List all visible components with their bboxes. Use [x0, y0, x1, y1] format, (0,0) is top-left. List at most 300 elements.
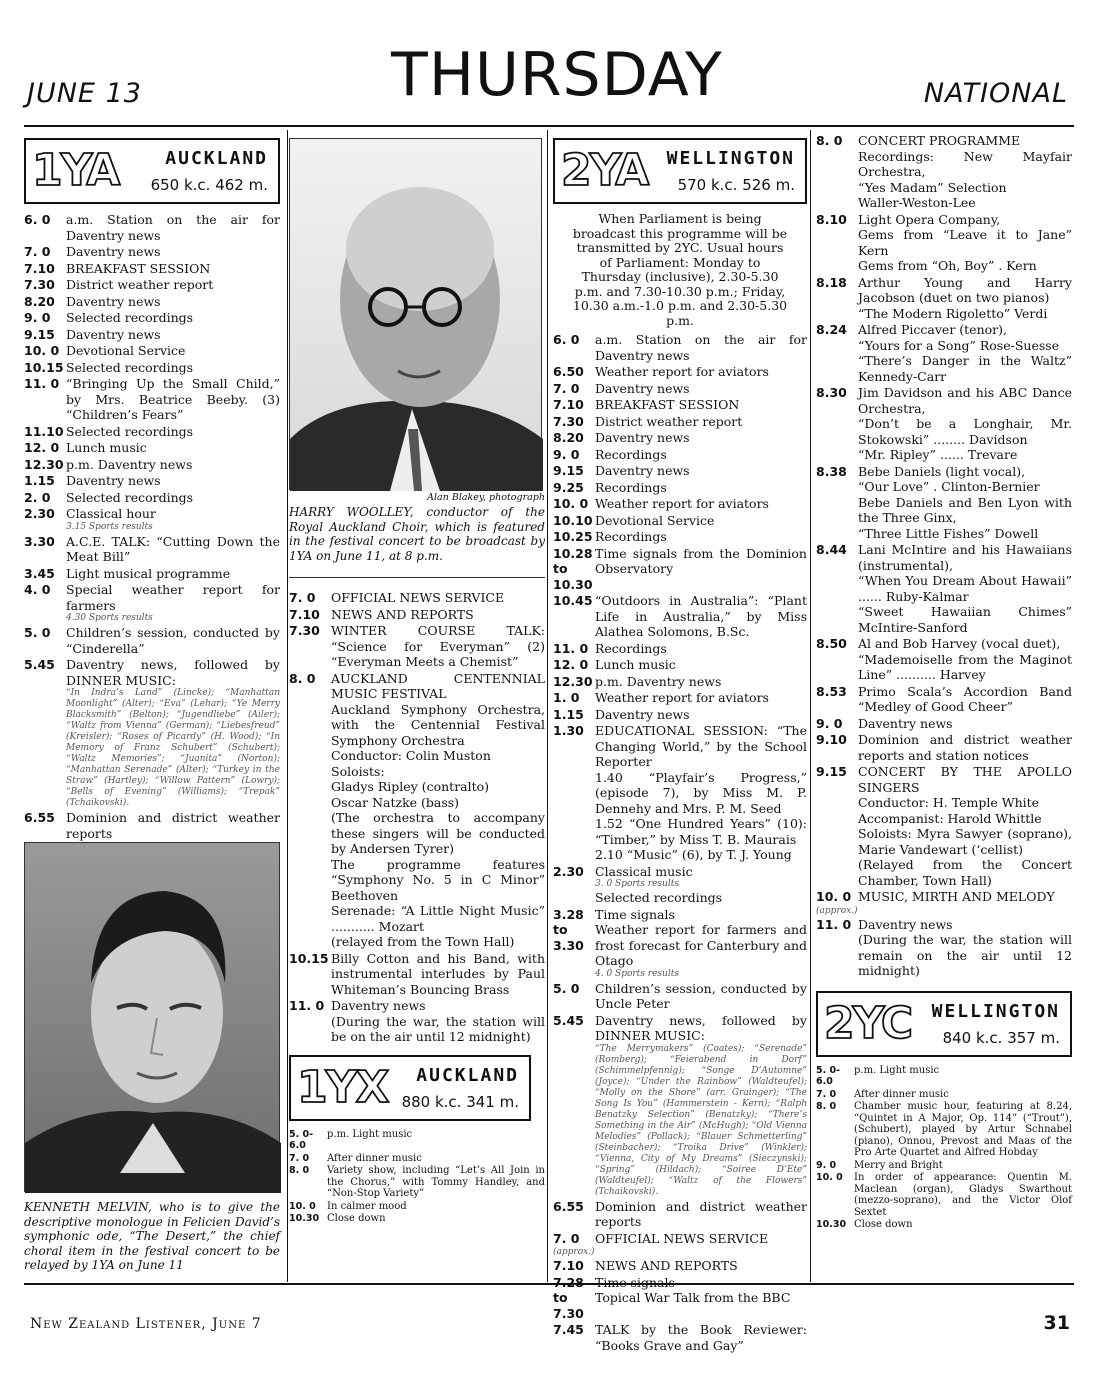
- programme-detail: Serenade: “A Little Night Music” ........... Mozart: [331, 903, 545, 934]
- programme-entry: [553, 496, 807, 512]
- programme-title: Recordings: [595, 640, 667, 656]
- programme-entry: [24, 424, 280, 440]
- programme-description: [66, 360, 280, 376]
- station-frequency: 570 k.c. 526 m.: [677, 176, 795, 194]
- kenneth-melvin-photo: [24, 842, 280, 1192]
- programme-time: 7.30: [289, 623, 320, 638]
- programme-description: [66, 506, 280, 533]
- programme-title: Time signals: [595, 906, 675, 922]
- programme-title: Children’s session, conducted by “Cinderella”: [66, 625, 280, 656]
- programme-entry: [816, 684, 1072, 715]
- programme-description: [595, 529, 807, 545]
- programme-detail: Gems from “Oh, Boy” . Kern: [858, 258, 1037, 273]
- programme-entry: [289, 1201, 545, 1213]
- programme-detail: The programme features “Symphony No. 5 in C Minor” Beethoven: [331, 856, 545, 903]
- programme-subnote: 3.15 Sports results: [66, 521, 153, 532]
- programme-detail: (During the war, the station will remain on the air until 12 midnight): [858, 932, 1072, 978]
- programme-detail: Conductor: Colin Muston: [331, 748, 491, 763]
- programme-title: Lunch music: [66, 440, 147, 455]
- programme-description: [66, 625, 280, 656]
- programme-detail: “Mademoiselle from the Maginot Line” .......... Harvey: [858, 651, 1072, 682]
- programme-entry: [553, 463, 807, 479]
- programme-detail: 1.52 “One Hundred Years” (10): “Timber,” by Miss T. B. Maurais: [595, 816, 807, 847]
- programme-detail: Recordings: New Mayfair Orchestra,: [858, 148, 1072, 179]
- programme-time: 12.30: [553, 673, 593, 689]
- programme-title: Devotional Service: [595, 512, 715, 528]
- programme-description: [595, 480, 807, 496]
- station-city: AUCKLAND: [416, 1064, 519, 1086]
- programme-time: 8.10: [816, 211, 847, 227]
- programme-description: [66, 244, 280, 260]
- programme-title: A.C.E. TALK: “Cutting Down the Meat Bill”: [66, 533, 280, 564]
- programme-entry: [816, 322, 1072, 384]
- programme-description: [595, 430, 807, 446]
- programme-time: 7. 0: [553, 380, 580, 396]
- programme-entry: [553, 657, 807, 673]
- programme-description: [854, 1160, 1072, 1172]
- programme-time: 7.45: [553, 1322, 584, 1337]
- programme-detail: Oscar Natzke (bass): [331, 794, 460, 810]
- programme-title: Daventry news: [331, 998, 426, 1013]
- programme-title: p.m. Daventry news: [595, 673, 722, 689]
- station-city: AUCKLAND: [165, 148, 268, 169]
- programme-entry: [289, 1129, 545, 1152]
- column-2ya: [553, 138, 807, 1353]
- programme-title: Daventry news: [66, 473, 161, 488]
- programme-description: [595, 1231, 807, 1247]
- programme-title: Dominion and district weather reports: [66, 810, 280, 841]
- programme-time: 9. 0: [553, 446, 580, 462]
- station-frequency: 650 k.c. 462 m.: [150, 176, 268, 194]
- footer-rule: [24, 1283, 1074, 1285]
- programme-description: [595, 593, 807, 640]
- programme-entry: [816, 133, 1072, 211]
- programme-time: 7. 0: [816, 1088, 837, 1100]
- programme-title: NEWS AND REPORTS: [331, 606, 474, 622]
- programme-title: MUSIC, MIRTH AND MELODY: [858, 889, 1055, 904]
- programme-description: [858, 764, 1072, 888]
- programme-time: 6.50: [553, 364, 584, 379]
- programme-description: [327, 1165, 545, 1200]
- programme-title: Al and Bob Harvey (vocal duet),: [858, 636, 1061, 651]
- programme-title: CONCERT BY THE APOLLO SINGERS: [858, 764, 1072, 795]
- programme-time: 10.30: [816, 1219, 847, 1230]
- programme-time: 8.18: [816, 274, 847, 290]
- programme-title: District weather report: [595, 413, 743, 429]
- programme-title: Selected recordings: [66, 359, 194, 375]
- day-title: THURSDAY: [391, 40, 723, 110]
- programme-description: [595, 690, 807, 706]
- programme-title: Selected recordings: [66, 489, 194, 505]
- programme-title: Classical music: [595, 863, 693, 879]
- programme-description: [327, 1129, 545, 1152]
- programme-detail: “Three Little Fishes” Dowell: [858, 525, 1039, 541]
- programme-detail: “Yours for a Song” Rose-Suesse: [858, 337, 1060, 353]
- programme-time: 5.45: [24, 657, 55, 672]
- programme-time: 9. 0: [816, 1159, 837, 1171]
- programme-entry: [24, 534, 280, 565]
- programme-entry: [553, 447, 807, 463]
- programme-title: Daventry news, followed by DINNER MUSIC:: [66, 657, 280, 688]
- programme-detail: Conductor: H. Temple White: [858, 795, 1040, 810]
- parliament-note: When Parliament is being broadcast this programme will be transmitted by 2YC. Usual hours of Parliament: Monday to Thursday (inclusive), 2.30-5.30 p.m. and 7.30-10.30 p.m.; Friday, 10.30 a.m.-1.0 p.m. and 2.30-5.30 p.m.: [572, 211, 788, 328]
- programme-description: [595, 513, 807, 529]
- programme-entry: [24, 294, 280, 310]
- programme-description: [66, 327, 280, 343]
- programme-description: [66, 376, 280, 423]
- programme-subnote: “The Merrymakers” (Coates); “Serenade” (Romberg); “Feierabend in Dorf” (Schimmelpfennig); “Songe D’Automne” (Joyce); “Under the Rainbow” (Waldteufel); “Molly on the Shore” (arr. Grainger); “The Song Is You” (Hammerstein - Kern); “Ralph Benatzky Selection” (Benatzky); “There’s Something in the Air” (McHugh); “Old Vienna Melodies” (Pollack); “Blauer Schmetterling” (Steinbacher); “Troika Drive” (Winkler); “Vienna, City of My Dreams” (Sieczynski); “Spring” (Hildach); “Soiree D’Ete” (Waldteufel); “Waltz of the Flowers” (Tchaikovski).: [595, 1043, 807, 1197]
- photo-credit: Alan Blakey, photograph: [427, 492, 545, 503]
- programme-description: [858, 133, 1072, 211]
- programme-title: Lani McIntire and his Hawaiians (instrumental),: [858, 542, 1072, 573]
- programme-title: OFFICIAL NEWS SERVICE: [331, 590, 505, 605]
- programme-entry: [816, 275, 1072, 322]
- programme-time: 9.15: [816, 764, 847, 779]
- programme-detail: (relayed from the Town Hall): [331, 934, 515, 949]
- programme-list-1yx: [289, 1129, 545, 1225]
- programme-entry: [553, 593, 807, 640]
- programme-description: [66, 490, 280, 506]
- programme-time: 6. 0: [24, 212, 51, 227]
- programme-detail: Auckland Symphony Orchestra, with the Centennial Festival Symphony Orchestra: [331, 701, 545, 748]
- programme-entry: [816, 1065, 1072, 1088]
- programme-entry: [24, 310, 280, 326]
- programme-description: [595, 1322, 807, 1353]
- programme-entry: [553, 1013, 807, 1198]
- programme-description: [858, 636, 1072, 683]
- programme-title: Recordings: [595, 446, 667, 462]
- programme-description: [66, 277, 280, 293]
- programme-description: [858, 464, 1072, 542]
- programme-entry: [816, 542, 1072, 635]
- programme-entry: [816, 1219, 1072, 1231]
- programme-detail: “There’s Danger in the Waltz” Kennedy-Carr: [858, 353, 1072, 384]
- programme-description: [858, 322, 1072, 384]
- programme-title: Variety show, including “Let’s All Join in the Chorus,” with Tommy Handley, and “Non-Stop Variety”: [327, 1165, 545, 1199]
- header-rule: [24, 125, 1074, 127]
- station-logo-2ya: 2YA: [561, 145, 648, 196]
- programme-title: BREAKFAST SESSION: [66, 260, 211, 276]
- programme-detail: “Mr. Ripley” ...... Trevare: [858, 447, 1018, 462]
- programme-detail: “Yes Madam” Selection: [858, 179, 1007, 195]
- programme-entry: [24, 506, 280, 533]
- programme-title: BREAKFAST SESSION: [595, 397, 740, 412]
- programme-time: 8.53: [816, 683, 847, 699]
- programme-title: Recordings: [595, 479, 667, 495]
- programme-time: 7.30: [24, 277, 55, 292]
- programme-title: Time signals: [595, 1274, 675, 1290]
- programme-title: Close down: [854, 1219, 913, 1230]
- programme-description: [595, 397, 807, 413]
- programme-time: 7. 0: [289, 590, 316, 605]
- programme-description: [595, 1258, 807, 1274]
- programme-time: 8.24: [816, 322, 847, 337]
- programme-description: [858, 716, 1072, 732]
- column-1ya: [24, 138, 280, 841]
- programme-entry: [553, 1258, 807, 1274]
- column-2: [289, 138, 545, 1278]
- programme-time: 5. 0-6.0: [816, 1064, 841, 1087]
- programme-title: Children’s session, conducted by Uncle Peter: [595, 980, 807, 1011]
- programme-detail: Waller-Weston-Lee: [858, 195, 976, 210]
- programme-entry: [553, 529, 807, 545]
- programme-title: Dominion and district weather reports and station notices: [858, 732, 1072, 763]
- programme-entry: [24, 440, 280, 456]
- programme-time: 9.10: [816, 732, 847, 747]
- programme-time: 8.30: [816, 385, 847, 400]
- programme-entry: [24, 473, 280, 489]
- station-city: WELLINGTON: [931, 1000, 1060, 1022]
- programme-description: [595, 1275, 807, 1322]
- programme-description: [595, 463, 807, 479]
- programme-title: Time signals from the Dominion Observatory: [595, 545, 807, 576]
- programme-title: District weather report: [66, 277, 214, 292]
- programme-time: 1.15: [553, 706, 584, 722]
- programme-entry: [289, 607, 545, 623]
- programme-title: p.m. Light music: [327, 1128, 413, 1140]
- programme-title: Lunch music: [595, 657, 676, 672]
- programme-entry: [816, 1172, 1072, 1218]
- programme-time: 6.55: [553, 1198, 584, 1214]
- programme-list-1ya-evening: [289, 590, 545, 1045]
- programme-time: 11. 0: [289, 998, 325, 1013]
- programme-entry: [289, 1213, 545, 1225]
- programme-time: 1.15: [24, 473, 55, 488]
- programme-entry: [816, 889, 1072, 905]
- programme-entry: [553, 381, 807, 397]
- programme-time: 11. 0: [553, 640, 589, 656]
- programme-time: 12. 0: [24, 440, 60, 455]
- programme-detail: Soloists:: [331, 763, 385, 779]
- programme-subnote: 4. 0 Sports results: [595, 968, 679, 979]
- programme-title: Classical hour: [66, 506, 156, 521]
- programme-entry: [553, 480, 807, 496]
- programme-time: 8.20: [553, 430, 584, 445]
- programme-time: 10. 0: [816, 889, 852, 904]
- programme-entry: [553, 332, 807, 363]
- programme-description: [595, 364, 807, 380]
- programme-time: 8. 0: [816, 1101, 837, 1112]
- programme-detail: Weather report for farmers and frost forecast for Canterbury and Otago: [595, 922, 807, 968]
- programme-entry: [24, 457, 280, 473]
- programme-detail: (Relayed from the Concert Chamber, Town Hall): [858, 857, 1072, 888]
- column-divider-3: [810, 130, 811, 1282]
- programme-description: [66, 810, 280, 841]
- programme-time: 9. 0: [816, 715, 843, 731]
- programme-time: 8. 0: [289, 670, 316, 686]
- programme-time: 7. 0: [24, 244, 51, 259]
- column-divider-2: [547, 130, 548, 1282]
- programme-entry: [816, 464, 1072, 542]
- programme-time: 8.38: [816, 463, 847, 479]
- programme-description: [66, 657, 280, 809]
- programme-description: [331, 998, 545, 1045]
- programme-description: [595, 864, 807, 906]
- approx-note: (approx.): [553, 1247, 595, 1257]
- programme-detail: Gladys Ripley (contralto): [331, 779, 490, 794]
- programme-description: [66, 566, 280, 582]
- programme-title: After dinner music: [327, 1152, 422, 1164]
- programme-title: TALK by the Book Reviewer: “Books Grave and Gay”: [595, 1322, 807, 1353]
- programme-time: 6. 0: [553, 332, 580, 347]
- programme-detail: Topical War Talk from the BBC: [595, 1290, 791, 1305]
- programme-title: Light Opera Company,: [858, 211, 1001, 227]
- programme-description: [595, 707, 807, 723]
- programme-time: 9.15: [553, 463, 584, 478]
- programme-title: Selected recordings: [66, 423, 194, 439]
- programme-entry: [816, 385, 1072, 463]
- programme-description: [66, 582, 280, 624]
- programme-title: After dinner music: [854, 1088, 949, 1100]
- programme-entry: [24, 490, 280, 506]
- programme-description: [854, 1219, 1072, 1231]
- programme-list-2ya: [553, 332, 807, 1353]
- programme-description: [331, 607, 545, 623]
- programme-detail: Selected recordings: [595, 890, 723, 905]
- programme-description: [858, 212, 1072, 274]
- programme-description: [327, 1201, 545, 1213]
- programme-title: p.m. Light music: [854, 1064, 940, 1076]
- programme-entry: [816, 1101, 1072, 1159]
- programme-description: [66, 534, 280, 565]
- programme-description: [595, 1013, 807, 1198]
- programme-description: [854, 1172, 1072, 1218]
- programme-title: WINTER COURSE TALK: “Science for Everyman” (2) “Everyman Meets a Chemist”: [331, 623, 545, 669]
- programme-description: [595, 657, 807, 673]
- programme-subnote: 3. 0 Sports results: [595, 879, 679, 889]
- programme-description: [595, 1199, 807, 1230]
- programme-entry: [24, 810, 280, 841]
- programme-time: 3.28 to 3.30: [553, 906, 584, 953]
- programme-time: 1.30: [553, 723, 584, 738]
- programme-time: 1. 0: [553, 690, 580, 705]
- programme-description: [595, 381, 807, 397]
- programme-entry: [289, 998, 545, 1045]
- programme-time: 10. 0: [289, 1200, 316, 1212]
- programme-title: Special weather report for farmers: [66, 582, 280, 613]
- programme-title: Daventry news: [66, 244, 161, 259]
- programme-description: [858, 385, 1072, 463]
- programme-title: OFFICIAL NEWS SERVICE: [595, 1230, 769, 1246]
- programme-description: [66, 212, 280, 243]
- station-logo-2yc: 2YC: [824, 997, 912, 1049]
- programme-title: Daventry news: [595, 430, 690, 445]
- programme-time: 9.15: [24, 326, 55, 342]
- harry-woolley-photo: [289, 138, 542, 490]
- melvin-photo-block: [24, 842, 280, 1272]
- programme-time: 12.30: [24, 456, 64, 472]
- programme-detail: Accompanist: Harold Whittle: [858, 810, 1042, 826]
- programme-title: Billy Cotton and his Band, with instrumental interludes by Paul Whiteman’s Bouncing Brass: [331, 950, 545, 997]
- section-rule: [289, 577, 545, 578]
- programme-entry: [553, 513, 807, 529]
- programme-detail: “Don’t be a Longhair, Mr. Stokowski” ........ Davidson: [858, 416, 1072, 447]
- programme-description: [327, 1153, 545, 1165]
- programme-entry: [553, 690, 807, 706]
- programme-entry: [553, 1322, 807, 1353]
- programme-entry: [24, 566, 280, 582]
- programme-entry: [289, 671, 545, 950]
- programme-detail: (During the war, the station will be on the air until 12 midnight): [331, 1013, 545, 1044]
- approx-note: (approx.): [816, 905, 858, 916]
- programme-title: Daventry news: [858, 715, 953, 731]
- programme-entry: [553, 981, 807, 1012]
- programme-time: 7.10: [553, 1258, 584, 1273]
- programme-description: [595, 414, 807, 430]
- programme-description: [595, 723, 807, 863]
- programme-time: 10. 0: [24, 343, 60, 358]
- programme-title: Close down: [327, 1213, 386, 1224]
- programme-time: 5.45: [553, 1012, 584, 1028]
- station-box-2yc: [816, 991, 1072, 1057]
- programme-title: Daventry news, followed by DINNER MUSIC:: [595, 1012, 807, 1043]
- programme-title: CONCERT PROGRAMME: [858, 133, 1021, 148]
- station-box-2ya: [553, 138, 807, 204]
- programme-description: [595, 332, 807, 363]
- programme-title: In order of appearance: Quentin M. Maclean (organ), Gladys Swarthout (mezzo-soprano), and the Victor Olof Sextet: [854, 1172, 1072, 1218]
- programme-detail: Soloists: Myra Sawyer (soprano), Marie Vandewart (‘cellist): [858, 826, 1072, 857]
- programme-description: [858, 542, 1072, 635]
- column-divider-1: [287, 130, 288, 1282]
- programme-description: [854, 1101, 1072, 1159]
- woolley-caption: HARRY WOOLLEY, conductor of the Royal Auckland Choir, which is featured in the festival concert to be broadcast by 1YA on June 11, at 8 p.m.: [289, 505, 545, 563]
- programme-entry: [816, 1089, 1072, 1101]
- programme-time: 9. 0: [24, 310, 51, 325]
- programme-description: [66, 261, 280, 277]
- programme-time: 7.28 to 7.30: [553, 1274, 584, 1321]
- programme-title: Chamber music hour, featuring at 8.24, “Quintet in A Major, Op. 114” (“Trout”), (Schubert), played by Artur Schnabel (piano), Onnou, Prevost and Maas of the Pro Arte Quartet and Alfred Hobday: [854, 1101, 1072, 1158]
- column-4: [816, 133, 1072, 1283]
- programme-description: [66, 473, 280, 489]
- programme-time: 7.10: [289, 606, 320, 622]
- programme-time: 5. 0: [24, 625, 51, 640]
- programme-description: [854, 1065, 1072, 1088]
- programme-entry: [289, 1165, 545, 1200]
- programme-entry: [553, 674, 807, 690]
- programme-title: AUCKLAND CENTENNIAL MUSIC FESTIVAL: [331, 670, 545, 701]
- programme-time: 5. 0-6.0: [289, 1128, 314, 1151]
- programme-time: 4. 0: [24, 582, 51, 597]
- programme-entry: [816, 636, 1072, 683]
- programme-time: 7.30: [553, 413, 584, 429]
- programme-time: 6.55: [24, 810, 55, 825]
- programme-detail: “Sweet Hawaiian Chimes” McIntire-Sanford: [858, 604, 1072, 635]
- programme-entry: [553, 430, 807, 446]
- programme-title: Recordings: [595, 529, 667, 544]
- programme-time: 8.50: [816, 636, 847, 651]
- programme-entry: [24, 343, 280, 359]
- publication-footer: New Zealand Listener, June 7: [30, 1316, 262, 1332]
- programme-title: NEWS AND REPORTS: [595, 1258, 738, 1273]
- station-logo-1ya: 1YA: [32, 145, 119, 196]
- programme-list-2yc: [816, 1065, 1072, 1231]
- programme-time: 11. 0: [816, 916, 852, 932]
- programme-entry: [24, 582, 280, 624]
- programme-detail: “Our Love” . Clinton-Bernier: [858, 479, 1040, 494]
- programme-time: 7. 0: [289, 1152, 310, 1164]
- programme-title: “Bringing Up the Small Child,” by Mrs. Beatrice Beeby. (3) “Children’s Fears”: [66, 376, 280, 422]
- programme-entry: [816, 917, 1072, 979]
- programme-list-2ya-evening: [816, 133, 1072, 979]
- programme-title: Merry and Bright: [854, 1159, 943, 1171]
- programme-subnote: 4.30 Sports results: [66, 613, 153, 623]
- programme-description: [66, 294, 280, 310]
- programme-entry: [553, 1275, 807, 1322]
- programme-time: 10.30: [289, 1213, 320, 1224]
- programme-entry: [816, 716, 1072, 732]
- programme-entry: [553, 907, 807, 980]
- programme-description: [858, 917, 1072, 979]
